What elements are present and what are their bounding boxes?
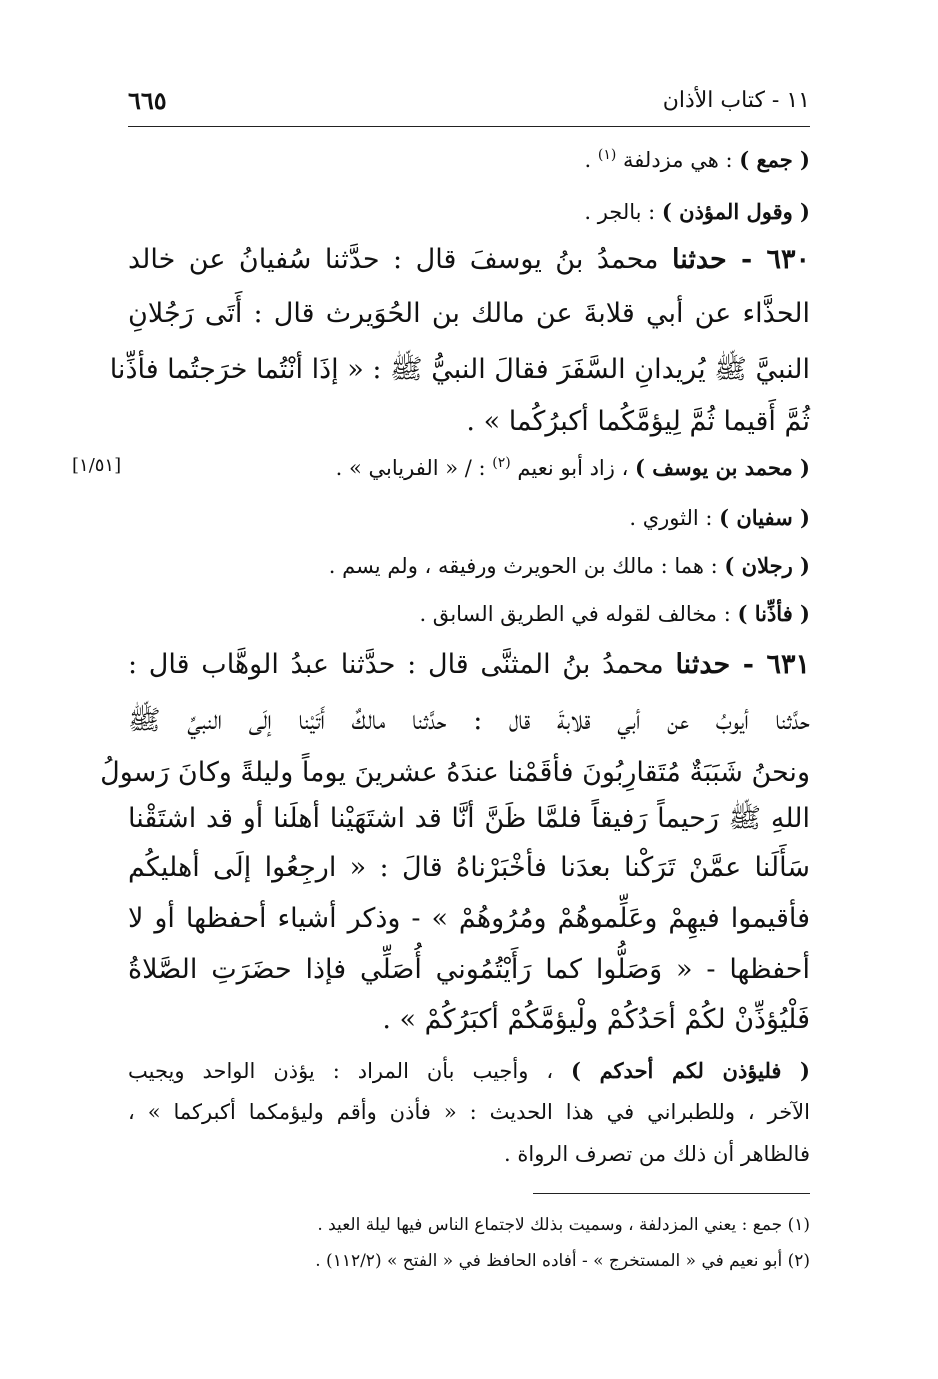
hadith-630-line-2: الحذَّاء عن أبي قلابةَ عن مالك بن الحُوَيرث قال : أَتَى رَجُلانِ [128,298,810,329]
gloss-term: ( محمد بن يوسف ) [635,455,810,480]
gloss-jam [585,147,810,172]
hadith-631-line-8: فَلْيُؤذِّنْ لكُمْ أحَدُكُمْ ولْيؤمَّكُمْ أكبَرُكُمْ » . [382,1004,810,1035]
gloss-tail: . [584,148,598,172]
hadith-number: ٦٣٠ - حدثنا [671,244,810,275]
hadith-631-line-5: سَأَلَنا عمَّنْ تَرَكْنا بعدَنا فأخْبَرْناهُ قالَ : « ارجِعُوا إلَى أهليكُم [128,852,810,883]
hadith-631-line-6: فأقيموا فيهِمْ وعَلِّموهُمْ ومُرُوهُمْ » - وذكر أشياء أحفظها أو لا [128,903,810,934]
hadith-630-line-4: ثُمَّ أَقيما ثُمَّ لِيؤمَّكُما أكبرُكُما » . [466,406,810,437]
gloss-term: ( فأذِّنا ) [737,601,810,626]
gloss-term: ( سفيان ) [719,505,810,530]
hadith-number: ٦٣١ - حدثنا [675,649,810,680]
gloss-tail: : / « الفريابي » . [335,456,493,480]
hadith-630-line-1 [128,244,810,275]
gloss-text: ، زاد أبو نعيم [510,456,636,480]
page-number: ٦٦٥ [128,86,167,115]
commentary-line-2: الآخر ، وللطبراني في هذا الحديث : « فأذن وأقم وليؤمكما أكبركما » ، [128,1100,810,1124]
gloss-text: : هما : مالك بن الحويرث ورفيقه ، ولم يسم . [328,554,725,578]
gloss-text: : هي مزدلفة [616,148,740,172]
commentary-line-1 [128,1058,810,1083]
footnote-ref: (١) [597,147,617,163]
chapter-title: ١١ - كتاب الأذان [662,88,810,113]
gloss-text: : الثوري . [629,506,720,530]
hadith-text: محمدُ بنُ يوسفَ قال : حدَّثنا سُفيانُ عن خالد [128,244,672,275]
hadith-631-line-1 [128,649,810,680]
hadith-630-line-3: النبيَّ ﷺ يُريدانِ السَّفَرَ فقالَ النبيُّ ﷺ : « إذَا أنْتُما خرَجتُما فأذِّنا [109,354,810,385]
footnote-1: (١) جمع : يعني المزدلفة ، وسميت بذلك لاجتماع الناس فيها ليلة العيد . [317,1215,810,1235]
hadith-text: محمدُ بنُ المثنَّى قال : حدَّثنا عبدُ الوهَّاب قال : [128,649,676,680]
hadith-631-line-4: اللهِ ﷺ رَحيماً رَفيقاً فلمَّا ظَنَّ أنَّا قد اشتَهَيْنا أهلَنا أو قد اشتَقْنا [128,803,810,834]
gloss-sufyan [629,505,810,530]
page-header [128,82,810,122]
gloss-term: ( فليؤذن لكم أحدكم ) [571,1058,810,1083]
hadith-631-line-7: أحفظها - « وَصَلُّوا كما رَأَيْتُمُوني أُصَلِّي فإذا حضَرَتِ الصَّلاةُ [128,954,810,985]
commentary-line-3: فالظاهر أن ذلك من تصرف الرواة . [504,1142,810,1166]
manuscript-folio-ref: [١/٥١] [72,455,122,476]
gloss-term: ( رجلان ) [724,553,810,578]
gloss-text: : مخالف لقوله في الطريق السابق . [419,602,738,626]
header-rule [128,126,810,127]
gloss-rajulan [329,553,810,578]
gloss-text: : بالجر . [584,200,662,224]
footnote-ref: (٢) [492,455,511,471]
commentary-text: ، وأجيب بأن المراد : يؤذن الواحد ويجيب [128,1059,572,1083]
gloss-adhdhina [419,601,810,626]
hadith-631-line-2: حدَّثنا أيوبُ عن أبي قلابةَ قال : حدَّثنا مالكٌ أَتَيْنا إلَى النبيِّ ﷺ [128,705,810,736]
gloss-term: ( وقول المؤذن ) [661,199,810,224]
footnote-2: (٢) أبو نعيم في « المستخرج » - أفاده الحافظ في « الفتح » (١١٢/٢) . [315,1251,810,1271]
footnote-separator [533,1193,810,1194]
hadith-631-line-3: ونحنُ شَبَبَةٌ مُتَقارِبُونَ فأقَمْنا عندَهُ عشرينَ يوماً وليلةً وكانَ رَسولُ [100,757,810,788]
gloss-muhammad-bin-yusuf [336,455,810,480]
gloss-muadhin [584,199,810,224]
gloss-term: ( جمع ) [739,147,810,172]
